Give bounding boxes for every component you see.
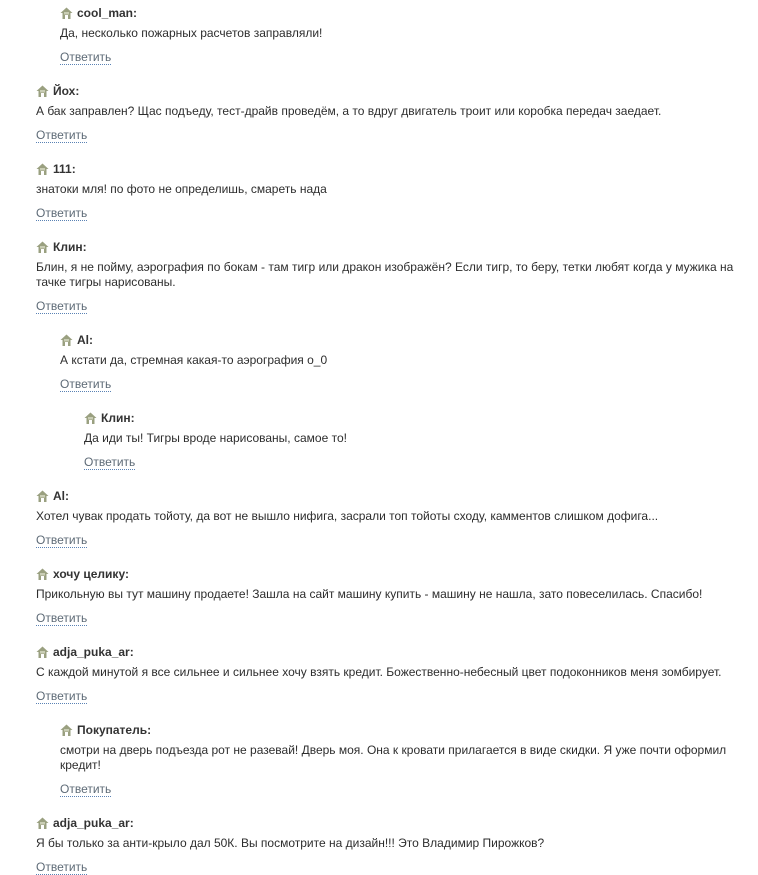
comment [36, 84, 744, 143]
comment-text: смотри на дверь подъезда рот не разевай! Дверь моя. Она к кровати прилагается в виде скидки. Я уже почти оформил кредит! [60, 743, 727, 772]
comment [60, 723, 744, 797]
reply-link[interactable]: Ответить [36, 299, 88, 313]
comment [36, 816, 744, 875]
comment-author: adja_puka_ar: [53, 816, 134, 830]
comment-author-row [60, 333, 744, 347]
comment-author: Al: [53, 489, 69, 503]
comment [36, 489, 744, 548]
comment [84, 411, 744, 470]
reply-link[interactable]: Ответить [36, 860, 88, 874]
comment-author: Йох: [53, 84, 80, 98]
comment-author-row [84, 411, 744, 425]
comment-author: Покупатель: [77, 723, 152, 737]
comment-author-row [60, 6, 744, 20]
comment [36, 240, 744, 314]
comment-text: Блин, я не пойму, аэрография по бокам - там тигр или дракон изображён? Если тигр, то беру, тетки любят когда у мужика на тачке тигры нарисованы. [36, 260, 734, 289]
home-icon [36, 646, 49, 659]
comment-author-row [60, 723, 744, 737]
comment [36, 567, 744, 626]
comment-author-row [36, 240, 744, 254]
home-icon [36, 241, 49, 254]
comment-text: Да иди ты! Тигры вроде нарисованы, самое то! [84, 431, 347, 445]
comment-author-row [36, 567, 744, 581]
reply-link[interactable]: Ответить [36, 689, 88, 703]
comment-author-row [36, 816, 744, 830]
reply-link[interactable]: Ответить [36, 206, 88, 220]
comment-author-row [36, 645, 744, 659]
comment-author: adja_puka_ar: [53, 645, 134, 659]
comment [36, 162, 744, 221]
comment-author: cool_man: [77, 6, 138, 20]
reply-link[interactable]: Ответить [60, 377, 112, 391]
comment-text: А бак заправлен? Щас подъеду, тест-драйв проведём, а то вдруг двигатель троит или коробка передач заедает. [36, 104, 662, 118]
reply-link[interactable]: Ответить [36, 533, 88, 547]
comment-text: Прикольную вы тут машину продаете! Зашла на сайт машину купить - машину не нашла, зато повеселилась. Спасибо! [36, 587, 703, 601]
home-icon [36, 568, 49, 581]
reply-link[interactable]: Ответить [36, 128, 88, 142]
comment-author: Al: [77, 333, 93, 347]
home-icon [36, 85, 49, 98]
home-icon [36, 817, 49, 830]
comment-text: Хотел чувак продать тойоту, да вот не вышло нифига, засрали топ тойоты сходу, камментов слишком дофига... [36, 509, 659, 523]
comment [36, 645, 744, 704]
reply-link[interactable]: Ответить [60, 50, 112, 64]
comment-text: знатоки мля! по фото не определишь, смареть нада [36, 182, 327, 196]
comment-text: Я бы только за анти-крыло дал 50К. Вы посмотрите на дизайн!!! Это Владимир Пирожков? [36, 836, 545, 850]
comment-author-row [36, 489, 744, 503]
comment-author-row [36, 162, 744, 176]
home-icon [60, 724, 73, 737]
reply-link[interactable]: Ответить [36, 611, 88, 625]
reply-link[interactable]: Ответить [84, 455, 136, 469]
comments-list [36, 6, 744, 875]
comment-author: Клин: [101, 411, 135, 425]
home-icon [36, 163, 49, 176]
comment-text: С каждой минутой я все сильнее и сильнее хочу взять кредит. Божественно-небесный цвет подоконников меня зомбирует. [36, 665, 722, 679]
comment-text: А кстати да, стремная какая-то аэрография о_0 [60, 353, 328, 367]
comment-author: Клин: [53, 240, 87, 254]
comment-author: хочу целику: [53, 567, 129, 581]
home-icon [84, 412, 97, 425]
home-icon [60, 334, 73, 347]
comment [60, 6, 744, 65]
comment-author: 111: [53, 162, 76, 176]
home-icon [36, 490, 49, 503]
home-icon [60, 7, 73, 20]
comment [60, 333, 744, 392]
comment-text: Да, несколько пожарных расчетов заправляли! [60, 26, 323, 40]
comment-author-row [36, 84, 744, 98]
reply-link[interactable]: Ответить [60, 782, 112, 796]
